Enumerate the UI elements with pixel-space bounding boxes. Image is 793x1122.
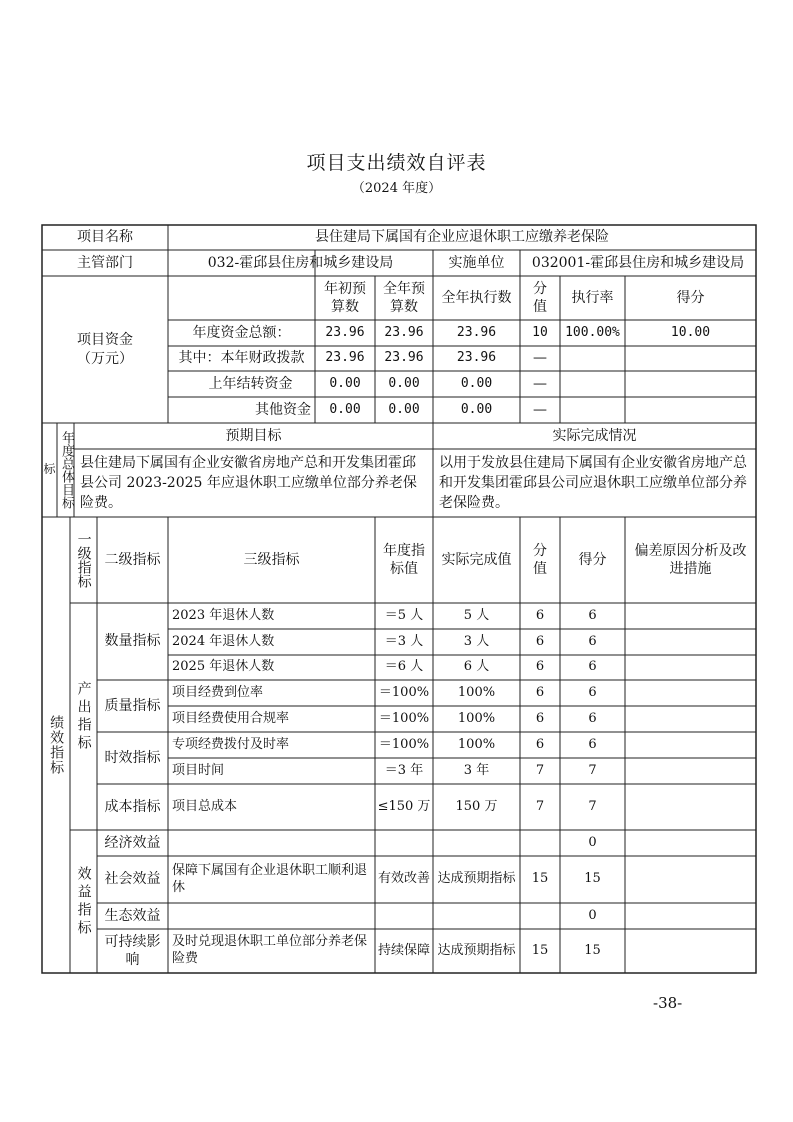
funds-cell: 0.00 [388,401,420,417]
indicator-target-cell: ＝3 年 [384,762,424,778]
indicator-score-cell: 15 [584,871,601,887]
indicator-name-cell: 项目时间 [172,762,225,778]
impl-value: 032001-霍邱县住房和城乡建设局 [531,254,745,271]
indicator-actual-cell: 100% [457,736,496,752]
indicator-target-cell: ≤150 万 [377,798,431,814]
indicator-actual-cell: 3 年 [463,762,490,778]
header-level2: 二级指标 [104,551,161,568]
indicator-points-cell: 6 [535,684,545,700]
header-level3: 三级指标 [243,551,300,568]
indicator-target-cell: ＝100% [378,710,430,726]
indicator-target-cell: 有效改善 [377,871,430,887]
indicator-points-cell [520,830,560,856]
indicator-name-cell: 项目经费使用合规率 [172,710,290,726]
col-header-execution: 全年执行数 [441,289,512,306]
indicator-name-cell: 2025 年退休人数 [172,659,275,675]
output-indicators-label: 产出指标 [75,680,92,753]
indicators-side-label: 绩效指标 [48,715,65,775]
indicator-actual-cell: 达成预期指标 [437,942,516,958]
indicator-target-cell [375,830,433,856]
header-level1: 一级指标 [75,532,92,588]
header-analysis: 偏差原因分析及改进措施 [634,542,747,577]
indicator-score-cell: 0 [588,834,597,850]
impl-label: 实施单位 [448,254,505,271]
col-header-initial-budget: 年初预算数 [324,280,366,315]
page-title: 项目支出绩效自评表 [306,152,487,174]
indicator-actual-cell: 6 人 [463,659,490,675]
indicator-name-cell: 及时兑现退休职工单位部分养老保险费 [172,934,368,966]
goals-side-label: 年度总体目标 [58,431,74,509]
category-timeliness: 时效指标 [104,749,161,766]
actual-goal-header: 实际完成情况 [552,427,637,444]
indicator-name-cell: 项目总成本 [172,798,238,814]
category-social: 社会效益 [104,871,161,888]
indicator-points-cell: 7 [535,762,545,778]
indicator-actual-cell: 3 人 [463,633,490,649]
expected-goal-header: 预期目标 [225,427,282,444]
indicator-actual-cell [433,903,520,929]
category-economic: 经济效益 [104,834,161,851]
indicator-name-cell [168,903,375,929]
project-name-value: 县住建局下属国有企业应退休职工应缴养老保险 [315,229,609,246]
indicator-actual-cell: 150 万 [455,798,498,814]
col-header-rate: 执行率 [571,289,614,306]
indicator-score-cell: 6 [588,710,597,726]
indicator-score-cell: 15 [584,942,601,958]
indicator-score-cell: 7 [588,762,597,778]
category-quality: 质量指标 [104,697,161,714]
funds-row-label: 其他资金 [255,401,311,418]
category-quantity: 数量指标 [104,633,161,650]
funds-cell: 0.00 [329,375,361,391]
funds-label-line2: （万元） [77,350,133,367]
dept-value: 032-霍邱县住房和城乡建设局 [207,254,394,271]
indicator-points-cell: 6 [535,659,545,675]
indicator-points-cell: 6 [535,710,545,726]
indicator-points-cell: 6 [535,736,545,752]
expected-goal-text: 县住建局下属国有企业安徽省房地产总和开发集团霍邱县公司 2023-2025 年应退休职工应缴单位部分养老保险费。 [80,454,417,512]
col-header-annual-budget: 全年预算数 [383,280,425,315]
year-subtitle: （2024 年度） [351,181,442,196]
indicator-name-cell: 项目经费到位率 [172,684,264,700]
indicator-score-cell: 6 [588,659,597,675]
indicator-name-cell: 2024 年退休人数 [172,633,275,649]
funds-cell: 23.96 [456,350,497,366]
indicator-score-cell: 0 [588,907,597,923]
indicator-score-cell: 6 [588,607,597,623]
col-header-score: 得分 [676,289,705,306]
indicator-target-cell: 持续保障 [377,942,430,958]
funds-cell: 100.00% [565,324,620,340]
funds-cell: 0.00 [460,375,493,391]
indicator-name-cell: 专项经费拨付及时率 [172,736,290,752]
project-name-label: 项目名称 [77,229,133,246]
indicator-target-cell: ＝100% [378,684,430,700]
indicator-points-cell: 6 [535,607,545,623]
indicator-name-cell [168,830,375,856]
funds-row-label: 其中：本年财政拨款 [178,350,305,367]
funds-cell: 23.96 [325,350,365,366]
funds-cell: — [533,350,547,367]
funds-cell: 0.00 [460,401,493,417]
actual-goal-text: 以用于发放县住建局下属国有企业安徽省房地产总和开发集团霍邱县公司应退休职工应缴单位部分养老保险费。 [439,454,747,512]
header-points: 分值 [533,542,547,577]
indicator-actual-cell: 100% [457,684,496,700]
dept-label: 主管部门 [77,254,133,271]
indicator-target-cell: ＝100% [378,736,430,752]
indicator-target-cell: ＝6 人 [384,659,424,675]
funds-cell: 10 [532,324,548,340]
funds-cell: 23.96 [384,324,424,340]
indicator-actual-cell [433,830,520,856]
category-ecological: 生态效益 [104,907,161,924]
indicator-score-cell: 6 [588,736,597,752]
benefit-indicators-label: 效益指标 [75,865,92,938]
header-actual: 实际完成值 [441,551,512,568]
funds-cell: 23.96 [456,324,497,340]
indicator-target-cell: ＝5 人 [384,607,424,623]
indicator-points-cell [520,903,560,929]
indicator-score-cell: 6 [588,633,597,649]
page-number: -38- [653,994,683,1012]
goals-side-stub: 标 [43,462,56,477]
funds-row-label: 年度资金总额： [192,324,291,341]
category-sustainable: 可持续影响 [104,933,161,968]
funds-cell: 0.00 [329,401,361,417]
header-score: 得分 [578,551,607,568]
indicator-target-cell: ＝3 人 [384,633,424,649]
funds-cell: — [533,375,547,392]
indicator-actual-cell: 达成预期指标 [437,871,516,887]
funds-cell: 0.00 [388,375,420,391]
col-header-points: 分值 [533,280,547,315]
indicator-points-cell: 15 [531,942,549,958]
funds-cell: 10.00 [670,324,711,340]
funds-row-label: 上年结转资金 [208,375,293,392]
category-cost: 成本指标 [104,798,161,815]
indicator-score-cell: 6 [588,684,597,700]
funds-label [42,276,168,423]
indicator-points-cell: 15 [531,871,549,887]
indicator-name-cell: 2023 年退休人数 [172,607,275,623]
funds-cell: 23.96 [325,324,365,340]
funds-cell: — [533,401,547,418]
indicator-points-cell: 6 [535,633,545,649]
funds-cell: 23.96 [384,350,424,366]
indicator-target-cell [375,903,433,929]
indicator-name-cell: 保障下属国有企业退休职工顺利退休 [172,862,368,895]
indicator-actual-cell: 100% [457,710,496,726]
funds-label-line1: 项目资金 [77,332,133,349]
indicator-actual-cell: 5 人 [463,607,490,623]
indicator-points-cell: 7 [535,798,545,814]
indicator-score-cell: 7 [588,798,597,814]
header-target: 年度指标值 [383,542,425,577]
